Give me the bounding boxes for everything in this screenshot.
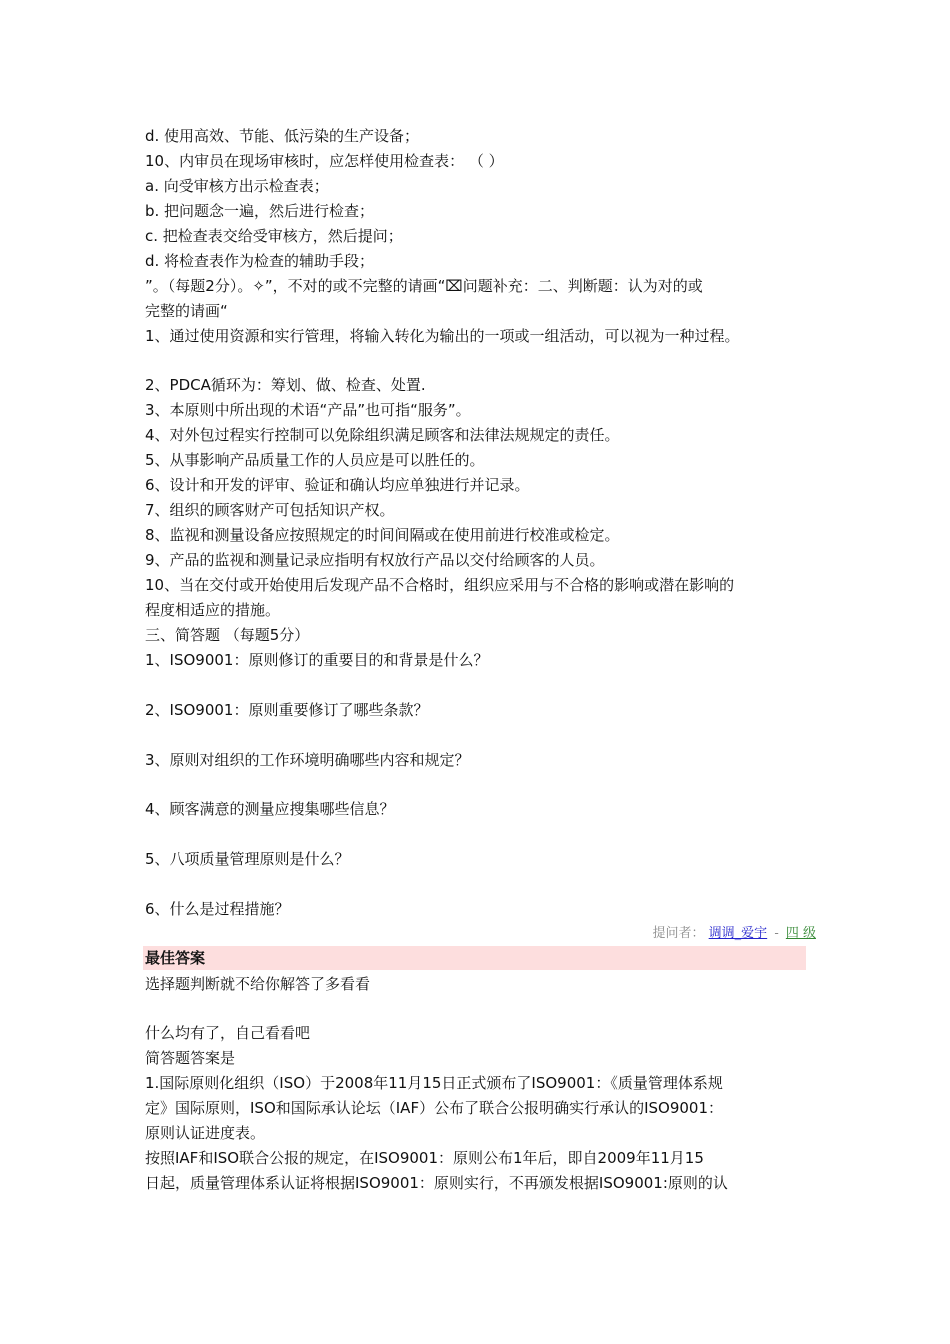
answer-line: 定》国际原则，ISO和国际承认论坛（IAF）公布了联合公报明确实行承认的ISO9001： [145, 1099, 723, 1117]
answer-line: 按照IAF和ISO联合公报的规定，在ISO9001：原则公布1年后，即自2009年11月15 [145, 1149, 704, 1167]
answer-line: 选择题判断就不给你解答了多看看 [145, 975, 371, 993]
question-line: c. 把检查表交给受审核方，然后提问； [145, 227, 403, 245]
asker-info [540, 924, 816, 944]
question-line: ”。（每题2分）。✧”，不对的或不完整的请画“⌧问题补充：二、判断题：认为对的或 [145, 277, 703, 295]
question-line: 10、当在交付或开始使用后发现产品不合格时，组织应采用与不合格的影响或潜在影响的 [145, 576, 735, 594]
question-line: 2、ISO9001：原则重要修订了哪些条款？ [145, 701, 429, 719]
question-line: d. 将检查表作为检查的辅助手段； [145, 252, 375, 270]
question-line: 9、产品的监视和测量记录应指明有权放行产品以交付给顾客的人员。 [145, 551, 605, 569]
asker-label: 提问者： [652, 926, 705, 941]
section-heading: 三、简答题 （每题5分） [145, 626, 310, 644]
question-line: 6、什么是过程措施？ [145, 900, 290, 918]
question-line: 5、八项质量管理原则是什么？ [145, 850, 350, 868]
question-line: 3、原则对组织的工作环境明确哪些内容和规定？ [145, 751, 470, 769]
question-line: 1、ISO9001：原则修订的重要目的和背景是什么？ [145, 651, 489, 669]
answer-line: 简答题答案是 [145, 1049, 236, 1067]
question-line: 完整的请画“ [145, 302, 228, 320]
question-line: b. 把问题念一遍，然后进行检查； [145, 202, 375, 220]
question-line: 2、PDCA循环为：筹划、做、检查、处置. [145, 376, 426, 394]
asker-username-link[interactable]: 调调_爱宇 [708, 926, 768, 941]
question-line: a. 向受审核方出示检查表； [145, 177, 329, 195]
question-line: 3、本原则中所出现的术语“产品”也可指“服务”。 [145, 401, 471, 419]
best-answer-title: 最佳答案 [145, 949, 206, 967]
asker-level-link[interactable]: 四 级 [785, 926, 816, 941]
answer-line: 原则认证进度表。 [145, 1124, 266, 1142]
answer-line: 日起，质量管理体系认证将根据ISO9001：原则实行，不再颁发根据ISO9001:原则的认 [145, 1174, 728, 1192]
question-line: 程度相适应的措施。 [145, 601, 281, 619]
question-line: 4、顾客满意的测量应搜集哪些信息？ [145, 800, 395, 818]
question-line: 1、通过使用资源和实行管理，将输入转化为输出的一项或一组活动，可以视为一种过程。 [145, 327, 740, 345]
question-line: 5、从事影响产品质量工作的人员应是可以胜任的。 [145, 451, 485, 469]
question-line: 8、监视和测量设备应按照规定的时间间隔或在使用前进行校准或检定。 [145, 526, 620, 544]
question-line: 10、内审员在现场审核时，应怎样使用检查表： （ ） [145, 152, 504, 170]
question-line: 6、设计和开发的评审、验证和确认均应单独进行并记录。 [145, 476, 530, 494]
question-line: 7、组织的顾客财产可包括知识产权。 [145, 501, 395, 519]
answer-line: 1.国际原则化组织（ISO）于2008年11月15日正式颁布了ISO9001：《质量管理体系规 [145, 1074, 723, 1092]
question-line: d. 使用高效、节能、低污染的生产设备； [145, 127, 420, 145]
asker-separator: - [774, 926, 779, 941]
question-line: 4、对外包过程实行控制可以免除组织满足顾客和法律法规规定的责任。 [145, 426, 620, 444]
best-answer-bar [143, 946, 806, 970]
answer-line: 什么均有了，自己看看吧 [145, 1024, 311, 1042]
